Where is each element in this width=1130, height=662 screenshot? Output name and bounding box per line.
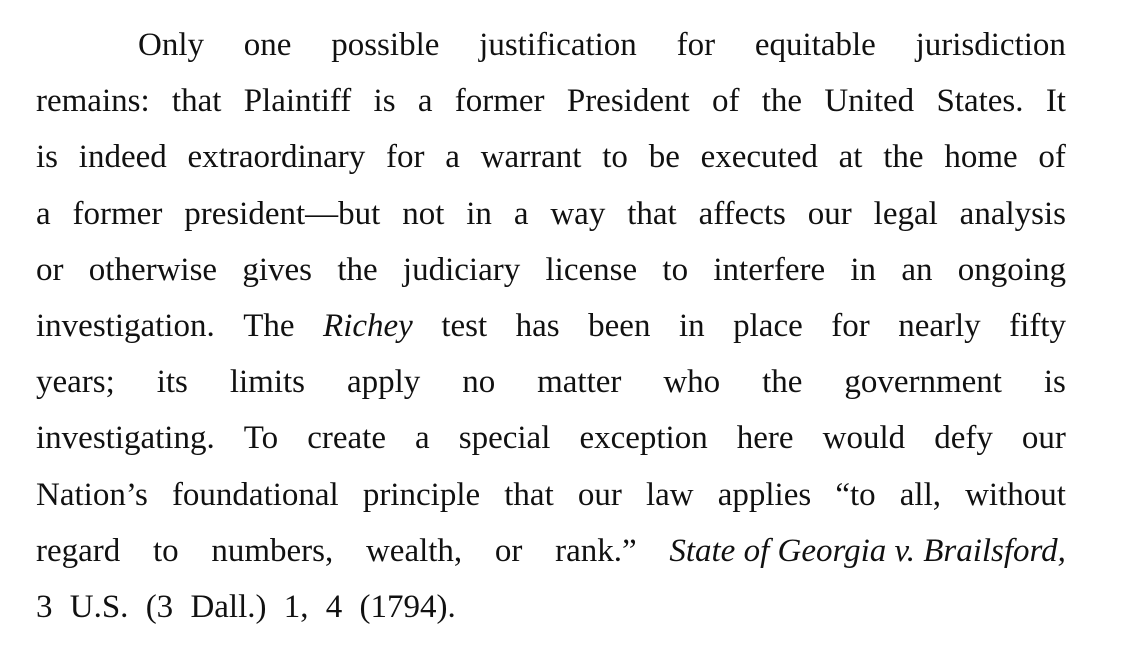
- word: not: [402, 195, 445, 232]
- word: analysis: [959, 195, 1066, 232]
- text-line-8: [36, 410, 1066, 466]
- word: all,: [899, 476, 941, 513]
- word: It: [1045, 83, 1066, 120]
- word: investigating.: [36, 420, 215, 457]
- word: matter: [537, 364, 622, 401]
- word: principle: [362, 476, 481, 513]
- word: To: [243, 420, 279, 457]
- word: that: [627, 195, 677, 232]
- text-line-6: [36, 298, 1066, 354]
- word: former: [72, 195, 163, 232]
- word: legal: [873, 195, 938, 232]
- word: a: [417, 83, 433, 120]
- word: judiciary: [402, 251, 521, 288]
- word: otherwise: [88, 251, 218, 288]
- word: wealth,: [365, 532, 463, 569]
- word: in: [850, 251, 877, 288]
- word: who: [663, 364, 721, 401]
- text-line-2: [36, 73, 1066, 129]
- word: Only: [138, 27, 204, 63]
- word: that: [504, 476, 554, 513]
- word: special: [458, 420, 551, 457]
- word: Dall.): [190, 588, 267, 625]
- word: affects: [698, 195, 786, 232]
- word: to: [662, 251, 689, 288]
- word: gives: [242, 251, 313, 288]
- word: States.: [936, 83, 1024, 120]
- word: at: [838, 139, 863, 176]
- word: President: [566, 83, 690, 120]
- word: 1,: [283, 588, 309, 625]
- word: former: [454, 83, 545, 120]
- word: the: [762, 364, 803, 401]
- word: interfere: [713, 251, 826, 288]
- word: is: [373, 83, 396, 120]
- word: U.S.: [69, 588, 129, 625]
- word: has: [515, 307, 560, 344]
- word: a: [36, 195, 51, 232]
- text-line-11: [36, 579, 1066, 635]
- word: years;: [36, 364, 115, 401]
- word: in: [466, 195, 492, 232]
- word: here: [736, 420, 794, 457]
- word: United: [824, 83, 915, 120]
- word: without: [965, 476, 1066, 513]
- word: executed: [700, 139, 818, 176]
- case-citation-italic: State of Georgia v. Brailsford,: [669, 532, 1066, 569]
- word: justification: [479, 27, 637, 63]
- word: license: [545, 251, 638, 288]
- word: the: [761, 83, 803, 120]
- word: is: [1043, 364, 1066, 401]
- text-line-1: [36, 17, 1066, 73]
- word: our: [807, 195, 852, 232]
- case-name-italic: Richey: [323, 307, 413, 344]
- word: apply: [346, 364, 421, 401]
- word: be: [648, 139, 680, 176]
- word: indeed: [78, 139, 167, 176]
- word: applies: [717, 476, 812, 513]
- word: its: [156, 364, 188, 401]
- word: jurisdiction: [915, 27, 1066, 63]
- text-line-7: [36, 354, 1066, 410]
- word: rank.”: [555, 532, 637, 569]
- word: foundational: [171, 476, 339, 513]
- word: way: [550, 195, 606, 232]
- word: exception: [579, 420, 708, 457]
- word: Nation’s: [36, 476, 148, 513]
- word: (1794).: [359, 588, 456, 625]
- word: 3: [36, 588, 53, 625]
- word: or: [36, 251, 64, 288]
- word: place: [733, 307, 803, 344]
- word: ongoing: [957, 251, 1066, 288]
- word: defy: [934, 420, 993, 457]
- word: a: [415, 420, 430, 457]
- word: possible: [331, 27, 440, 63]
- word: the: [337, 251, 378, 288]
- word: an: [901, 251, 933, 288]
- word: one: [243, 27, 292, 63]
- word: to: [152, 532, 179, 569]
- word: equitable: [754, 27, 876, 63]
- word: of: [1038, 139, 1066, 176]
- word: a: [513, 195, 529, 232]
- word: or: [494, 532, 523, 569]
- word: been: [588, 307, 651, 344]
- word: for: [831, 307, 870, 344]
- word: (3: [145, 588, 174, 625]
- word: 4: [325, 588, 343, 625]
- word: home: [944, 139, 1018, 176]
- word: “to: [835, 476, 876, 513]
- text-line-10: [36, 523, 1066, 579]
- word: remains:: [36, 83, 150, 120]
- word: extraordinary: [187, 139, 366, 176]
- word: in: [678, 307, 705, 344]
- word: no: [462, 364, 496, 401]
- word: fifty: [1009, 307, 1066, 344]
- word: warrant: [480, 139, 582, 176]
- text-line-5: [36, 242, 1066, 298]
- word: president—but: [184, 195, 381, 232]
- word: would: [822, 420, 906, 457]
- word: the: [883, 139, 924, 176]
- word: a: [445, 139, 460, 176]
- text-line-4: [36, 186, 1066, 242]
- word: numbers,: [211, 532, 334, 569]
- word: limits: [229, 364, 306, 401]
- word: Plaintiff: [243, 83, 352, 120]
- word: for: [676, 27, 716, 63]
- word: law: [645, 476, 694, 513]
- word: investigation.: [36, 307, 215, 344]
- word: is: [36, 139, 59, 176]
- text-line-9: [36, 467, 1066, 523]
- text-line-3: [36, 129, 1066, 185]
- word: of: [711, 83, 740, 120]
- word: for: [386, 139, 425, 176]
- word: The: [243, 307, 295, 344]
- word: test: [441, 307, 488, 344]
- document-page: [36, 17, 1066, 635]
- word: our: [577, 476, 622, 513]
- word: create: [307, 420, 386, 457]
- word: our: [1021, 420, 1066, 457]
- word: to: [602, 139, 628, 176]
- word: government: [844, 364, 1002, 401]
- word: nearly: [898, 307, 981, 344]
- word: that: [171, 83, 222, 120]
- word: regard: [36, 532, 121, 569]
